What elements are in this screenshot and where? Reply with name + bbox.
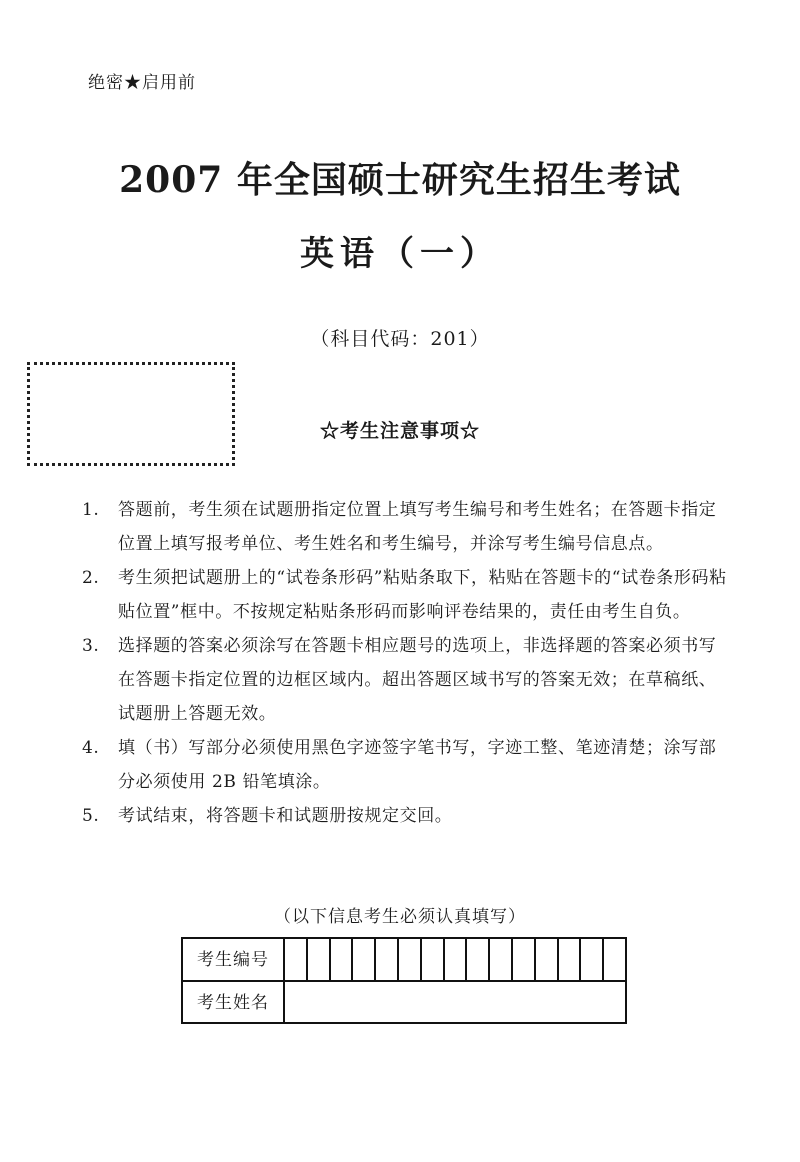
candidate-id-digit-box[interactable] (579, 939, 602, 980)
notice-item-text: 选择题的答案必须涂写在答题卡相应题号的选项上，非选择题的答案必须书写在答题卡指定位置的边框区域内。超出答题区域书写的答案无效；在草稿纸、试题册上答题无效。 (118, 636, 717, 724)
candidate-id-label: 考生编号 (183, 939, 285, 981)
notice-item-text: 考生须把试题册上的“试卷条形码”粘贴条取下，粘贴在答题卡的“试卷条形码粘贴位置”框中。不按规定粘贴条形码而影响评卷结果的，责任由考生自负。 (118, 568, 727, 622)
subject-title: 英语（一） (300, 234, 500, 274)
candidate-id-digit-box[interactable] (602, 939, 625, 980)
confidentiality-label: 绝密★启用前 (88, 73, 196, 93)
candidate-id-digit-box[interactable] (374, 939, 397, 980)
notice-item-number: 3. (82, 636, 100, 656)
candidate-id-cells[interactable] (285, 939, 625, 980)
candidate-id-digit-box[interactable] (488, 939, 511, 980)
notice-item-number: 5. (82, 806, 100, 826)
candidate-id-digit-box[interactable] (285, 939, 306, 980)
notice-item (82, 799, 730, 833)
candidate-id-digit-box[interactable] (557, 939, 580, 980)
notice-item-text: 答题前，考生须在试题册指定位置上填写考生编号和考生姓名；在答题卡指定位置上填写报考单位、考生姓名和考生编号，并涂写考生编号信息点。 (118, 500, 717, 554)
notice-item-number: 1. (82, 500, 100, 520)
candidate-id-digit-box[interactable] (465, 939, 488, 980)
notice-list (82, 493, 730, 833)
candidate-id-digit-box[interactable] (329, 939, 352, 980)
notice-heading: ☆考生注意事项☆ (319, 420, 480, 442)
candidate-info-table (181, 937, 627, 1024)
notice-item-text: 填（书）写部分必须使用黑色字迹签字笔书写，字迹工整、笔迹清楚；涂写部分必须使用 2B 铅笔填涂。 (118, 738, 717, 792)
notice-item (82, 561, 730, 629)
candidate-name-field[interactable] (285, 982, 625, 1022)
candidate-id-digit-box[interactable] (397, 939, 420, 980)
notice-item (82, 493, 730, 561)
fill-instruction: （以下信息考生必须认真填写） (274, 907, 526, 927)
notice-item (82, 731, 730, 799)
notice-item-number: 2. (82, 568, 100, 588)
subject-code: （科目代码：201） (310, 328, 490, 350)
candidate-id-digit-box[interactable] (351, 939, 374, 980)
barcode-placement-box (27, 362, 235, 466)
candidate-id-digit-box[interactable] (534, 939, 557, 980)
candidate-id-digit-box[interactable] (420, 939, 443, 980)
notice-item-text: 考试结束，将答题卡和试题册按规定交回。 (118, 806, 453, 826)
notice-item (82, 629, 730, 731)
candidate-name-label: 考生姓名 (183, 982, 285, 1024)
notice-item-number: 4. (82, 738, 100, 758)
candidate-id-digit-box[interactable] (443, 939, 466, 980)
candidate-id-digit-box[interactable] (511, 939, 534, 980)
candidate-id-digit-box[interactable] (306, 939, 329, 980)
exam-title: 2007 年全国硕士研究生招生考试 (119, 159, 681, 201)
